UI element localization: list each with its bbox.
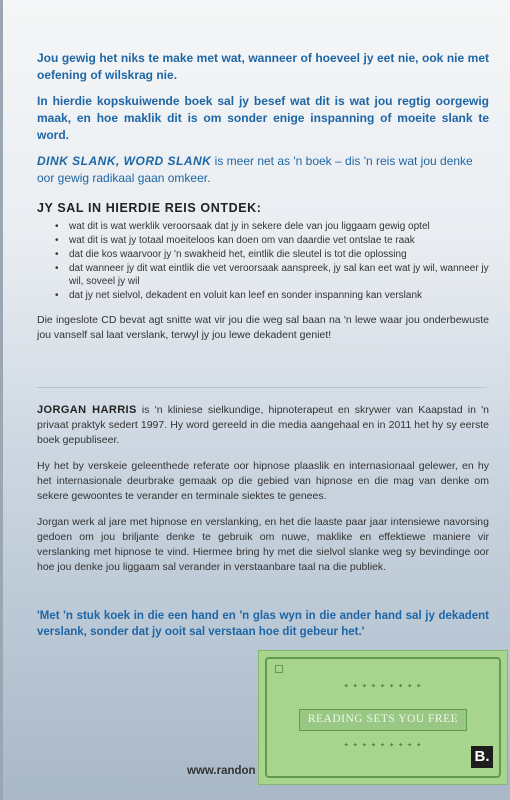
sticker-ornament-bottom: ✦ ✦ ✦ ✦ ✦ ✦ ✦ ✦ ✦	[343, 742, 423, 749]
publisher-url: www.randon	[187, 765, 256, 777]
author-name: JORGAN HARRIS	[37, 404, 137, 416]
intro-paragraph-2: In hierdie kopskuiwende boek sal jy besef wat dit is wat jou regtig oorgewig maak, en hoe maklik dit is om sonder enige inspanning of moeite slank te word.	[37, 94, 489, 142]
bio-paragraph-1	[37, 403, 489, 448]
price-sticker	[258, 650, 508, 785]
sticker-corner-mark	[275, 665, 283, 673]
pull-quote: 'Met 'n stuk koek in die een hand en 'n glas wyn in die ander hand sal jy dekadent verslank, sonder dat jy ooit sal verstaan hoe dit gebeur het.'	[37, 610, 489, 638]
book-title-lead-text: is meer net as 'n boek – dis 'n reis wat jou denke oor gewig radikaal gaan omkeer.	[37, 154, 473, 185]
book-title-lead	[37, 153, 489, 187]
section-divider	[37, 387, 487, 388]
cd-description: Die ingeslote CD bevat agt snitte wat vir jou die weg sal baan na 'n lewe waar jou onderbewuste jou vanself sal laat verslank, terwyl jy jou lewe dekadent geniet!	[37, 314, 489, 341]
list-item: • dat jy net sielvol, dekadent en voluit kan leef en sonder inspanning kan verslank	[55, 289, 489, 302]
author-bio	[37, 403, 489, 586]
discover-heading: JY SAL IN HIERDIE REIS ONTDEK:	[37, 201, 262, 215]
list-item: • wat dit is wat werklik veroorsaak dat jy in sekere dele van jou liggaam gewig optel	[55, 220, 489, 233]
sticker-banner: READING SETS YOU FREE	[299, 709, 467, 731]
sticker-logo-icon: B.	[471, 746, 493, 768]
discover-list	[55, 220, 489, 302]
bio-paragraph-1-text: is 'n kliniese sielkundige, hipnoterapeut en skrywer van Kaapstad in 'n privaat praktyk sedert 1997. Hy word gereeld in die media aangehaal en in 2011 het hy sy eerste boek gepubliseer.	[37, 404, 489, 446]
bio-paragraph-3: Jorgan werk al jare met hipnose en verslanking, en het die laaste paar jaar intensiewe navorsing gedoen om jou briljante denke te gebruik om nuwe, maklike en effektiewe maniere vir verslanking met hipnose te vind. Hiermee bring hy met die sielvol slanke weg sy bevindinge oor hoe jou denke jou liggaam sal verander in verstaanbare taal na die publiek.	[37, 516, 489, 573]
sticker-ornament-top: ✦ ✦ ✦ ✦ ✦ ✦ ✦ ✦ ✦	[343, 683, 423, 690]
list-item: • wat dit is wat jy totaal moeiteloos kan doen om van daardie vet ontslae te raak	[55, 234, 489, 247]
intro-section	[37, 50, 489, 343]
book-title: DINK SLANK, WORD SLANK	[37, 154, 212, 168]
list-item: • dat wanneer jy dit wat eintlik die vet veroorsaak aanspreek, jy sal kan eet wat jy wil, wanneer jy wil, soveel jy wil	[55, 262, 489, 288]
intro-paragraph-1: Jou gewig het niks te make met wat, wanneer of hoeveel jy eet nie, ook nie met oefening of wilskrag nie.	[37, 51, 489, 82]
list-item: • dat die kos waarvoor jy 'n swakheid het, eintlik die sleutel is tot die oplossing	[55, 248, 489, 261]
bio-paragraph-2: Hy het by verskeie geleenthede referate oor hipnose plaaslik en internasionaal gelewer, en hy het internasionale deurbrake gemaak op die gebied van hipnose en die mag van denke om sekere gewoontes te verander en terminale siektes te genees.	[37, 460, 489, 502]
